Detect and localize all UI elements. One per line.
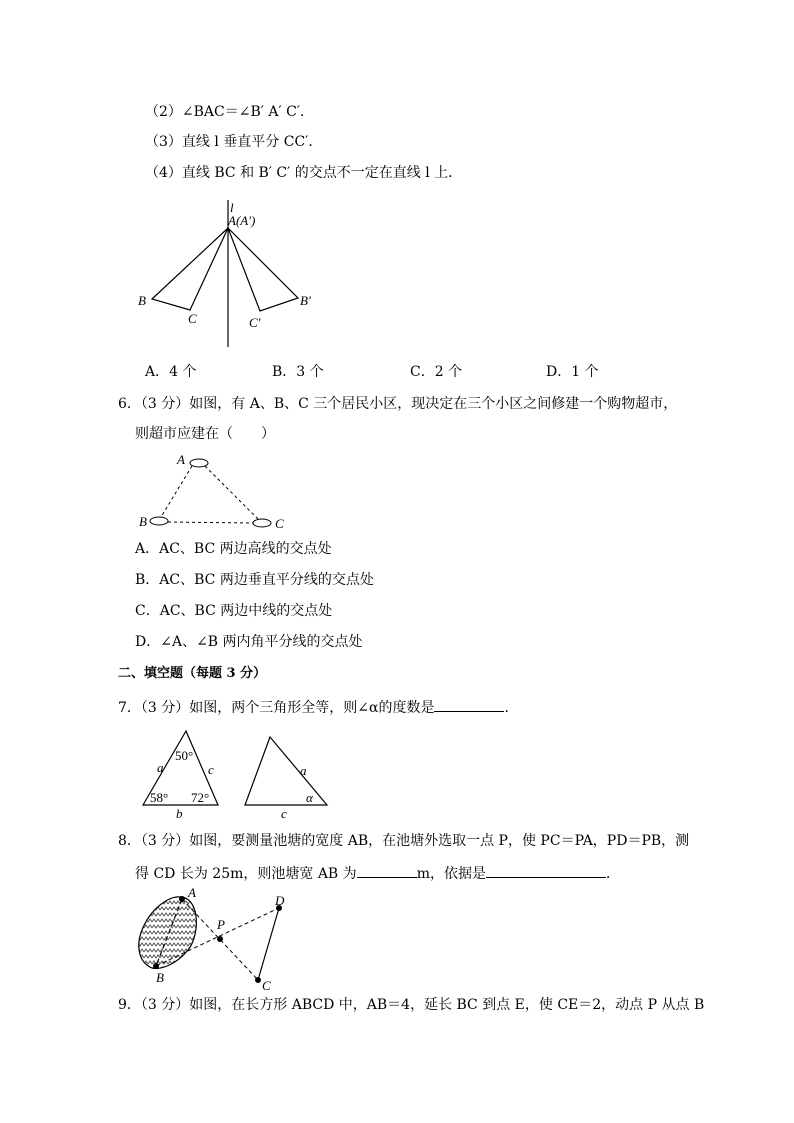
q5-statement-2: （2）∠BAC＝∠B′ A′ C′． <box>145 104 315 120</box>
q6-label-b: B <box>139 514 147 529</box>
q6-option-c: C．AC、BC 两边中线的交点处 <box>135 603 333 619</box>
q5-option-c: C．2 个 <box>410 364 463 380</box>
q7-text: 7．（3 分）如图，两个三角形全等，则∠α的度数是 <box>118 700 435 716</box>
q8-label-d: D <box>275 893 285 908</box>
q5-option-b: B．3 个 <box>272 364 324 380</box>
q8-label-p: P <box>217 917 225 932</box>
q6-label-c: C <box>275 516 284 531</box>
q7-label-50: 50° <box>175 748 194 763</box>
label-c-prime: C′ <box>249 315 261 330</box>
q5-statement-4: （4）直线 BC 和 B′ C′ 的交点不一定在直线 l 上． <box>145 165 463 181</box>
q8-text-b: m，依据是 <box>416 866 486 882</box>
q6-option-d: D．∠A、∠B 两内角平分线的交点处 <box>135 634 363 650</box>
q8-question-line1: 8．（3 分）如图，要测量池塘的宽度 AB，在池塘外选取一点 P，使 PC＝PA，PD＝PB，测 <box>118 833 690 849</box>
label-a: A(A′) <box>228 213 256 228</box>
q8-label-a: A <box>188 885 196 900</box>
q5-statement-3: （3）直线 l 垂直平分 CC′． <box>145 134 323 150</box>
q7-label-72: 72° <box>191 790 210 805</box>
q8-label-c: C <box>262 978 271 993</box>
q7-label-c2: c <box>281 806 287 821</box>
q7-label-58: 58° <box>150 790 169 805</box>
q7-label-a1: a <box>157 760 164 775</box>
q6-option-a: A．AC、BC 两边高线的交点处 <box>135 541 332 557</box>
label-c: C <box>188 311 197 326</box>
q5-option-d: D．1 个 <box>546 364 599 380</box>
label-l: l <box>230 200 234 215</box>
q7-label-b1: b <box>176 806 183 821</box>
q6-option-b: B．AC、BC 两边垂直平分线的交点处 <box>135 572 374 588</box>
q7-end: ． <box>504 700 519 716</box>
q8-label-b: B <box>156 970 164 985</box>
q9-question-line1: 9．（3 分）如图，在长方形 ABCD 中，AB＝4，延长 BC 到点 E，使 CE＝2，动点 P 从点 B <box>118 997 705 1013</box>
q6-question-line1: 6．（3 分）如图，有 A、B、C 三个居民小区，现决定在三个小区之间修建一个购物超市， <box>118 396 678 412</box>
q8-text-a: 得 CD 长为 25m，则池塘宽 AB 为 <box>135 866 357 882</box>
q8-text-c: ． <box>605 866 620 882</box>
q6-question-line2: 则超市应建在（ ） <box>135 426 275 442</box>
q7-label-alpha: α <box>306 790 313 805</box>
section-title: 二、填空题（每题 3 分） <box>118 666 267 681</box>
label-b-prime: B′ <box>300 293 311 308</box>
q6-label-a: A <box>177 452 185 467</box>
q5-option-a: A．4 个 <box>145 364 197 380</box>
q7-label-c1: c <box>208 762 214 777</box>
label-b: B <box>138 293 146 308</box>
pond-shape <box>139 897 197 969</box>
q7-label-a2: a <box>300 763 307 778</box>
